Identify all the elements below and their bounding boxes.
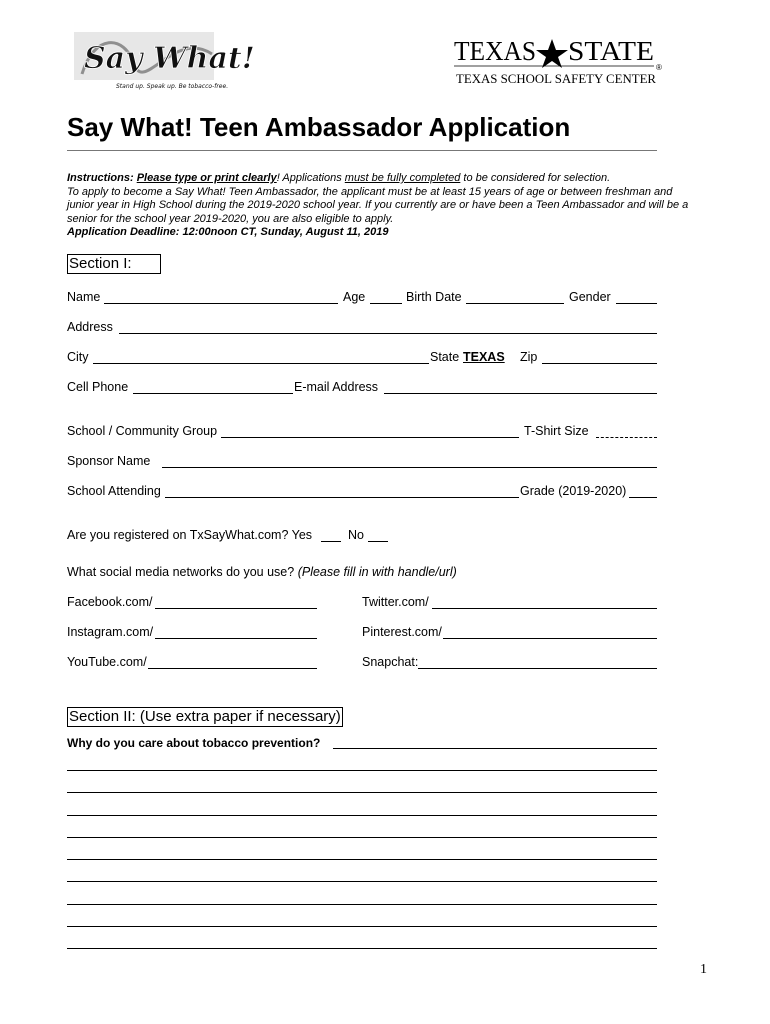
state-label: State: [430, 350, 460, 364]
school-attending-field[interactable]: [165, 497, 519, 498]
say-what-logo-text: Say What!: [84, 41, 255, 76]
city-label: City: [67, 350, 89, 364]
section-1-heading: Section I:: [67, 254, 161, 274]
tshirt-field[interactable]: [596, 437, 657, 438]
sponsor-label: Sponsor Name: [67, 454, 151, 468]
deadline-text: Application Deadline: 12:00noon CT, Sunday, August 11, 2019: [67, 226, 389, 239]
age-label: Age: [343, 290, 366, 304]
answer-line[interactable]: [67, 904, 657, 905]
school-group-label: School / Community Group: [67, 424, 218, 438]
instagram-label: Instagram.com/: [67, 625, 154, 639]
section-2-heading: Section II: (Use extra paper if necessary): [69, 708, 341, 725]
instagram-field[interactable]: [155, 638, 317, 639]
answer-line[interactable]: [67, 881, 657, 882]
email-field[interactable]: [384, 393, 657, 394]
cell-phone-field[interactable]: [133, 393, 293, 394]
instructions: [67, 172, 697, 240]
texas-school-safety-center-text: TEXAS SCHOOL SAFETY CENTER: [456, 71, 657, 86]
answer-line[interactable]: [67, 770, 657, 771]
address-field[interactable]: [119, 333, 657, 334]
star-icon: [536, 39, 568, 68]
youtube-field[interactable]: [148, 668, 317, 669]
instructions-emph: Please type or print clearly: [136, 172, 277, 184]
registered-label: Are you registered on TxSayWhat.com? Yes: [67, 528, 313, 542]
email-label: E-mail Address: [294, 380, 379, 394]
instructions-text: ! Applications: [276, 172, 345, 184]
state-value: TEXAS: [463, 350, 505, 364]
eligibility-text: To apply to become a Say What! Teen Ambassador, the applicant must be at least 15 years of age or between freshman and junior year in High School during the 2019-2020 school year. If you currently are or have been a Teen Ambassador and will be a senior for the school year 2019-2020, you are also eligible to apply.: [67, 185, 689, 225]
instructions-must: must be fully completed: [344, 172, 461, 184]
name-label: Name: [67, 290, 101, 304]
twitter-label: Twitter.com/: [362, 595, 429, 609]
social-question: [67, 566, 457, 579]
sponsor-field[interactable]: [162, 467, 657, 468]
title-rule: [67, 150, 657, 151]
svg-text:TEXAS: TEXAS: [454, 36, 536, 66]
facebook-label: Facebook.com/: [67, 595, 153, 609]
answer-line[interactable]: [67, 948, 657, 949]
tobacco-question: Why do you care about tobacco prevention?: [67, 736, 321, 750]
twitter-field[interactable]: [432, 608, 657, 609]
registered-mark-icon: ®: [656, 63, 662, 72]
gender-field[interactable]: [616, 303, 657, 304]
instructions-text-2: to be considered for selection.: [460, 172, 611, 184]
registered-yes-field[interactable]: [321, 541, 341, 542]
page-number: 1: [700, 962, 707, 977]
social-question-hint: (Please fill in with handle/url): [297, 565, 457, 579]
answer-line[interactable]: [67, 926, 657, 927]
answer-line[interactable]: [67, 792, 657, 793]
pinterest-label: Pinterest.com/: [362, 625, 442, 639]
registered-no-field[interactable]: [368, 541, 388, 542]
grade-field[interactable]: [629, 497, 657, 498]
gender-label: Gender: [569, 290, 611, 304]
zip-field[interactable]: [542, 363, 657, 364]
birth-date-field[interactable]: [466, 303, 564, 304]
social-question-text: What social media networks do you use?: [67, 565, 295, 579]
answer-line[interactable]: [333, 748, 657, 749]
registered-no-label: No: [348, 528, 364, 542]
snapchat-field[interactable]: [418, 668, 657, 669]
snapchat-label: Snapchat:: [362, 655, 419, 669]
school-attending-label: School Attending: [67, 484, 161, 498]
name-field[interactable]: [104, 303, 338, 304]
tshirt-label: T-Shirt Size: [524, 424, 589, 438]
page-title: Say What! Teen Ambassador Application: [67, 112, 571, 142]
youtube-label: YouTube.com/: [67, 655, 147, 669]
say-what-logo: [64, 24, 255, 94]
answer-line[interactable]: [67, 815, 657, 816]
texas-state-logo: [454, 36, 664, 88]
zip-label: Zip: [520, 350, 538, 364]
address-label: Address: [67, 320, 113, 334]
school-group-field[interactable]: [221, 437, 519, 438]
answer-line[interactable]: [67, 859, 657, 860]
city-field[interactable]: [93, 363, 429, 364]
instructions-label: Instructions:: [67, 172, 134, 184]
age-field[interactable]: [370, 303, 402, 304]
say-what-tagline: Stand up. Speak up. Be tobacco-free.: [116, 83, 229, 90]
birth-date-label: Birth Date: [406, 290, 462, 304]
svg-text:STATE: STATE: [568, 36, 654, 66]
answer-line[interactable]: [67, 837, 657, 838]
grade-label: Grade (2019-2020): [520, 484, 627, 498]
cell-phone-label: Cell Phone: [67, 380, 129, 394]
pinterest-field[interactable]: [443, 638, 657, 639]
facebook-field[interactable]: [155, 608, 317, 609]
